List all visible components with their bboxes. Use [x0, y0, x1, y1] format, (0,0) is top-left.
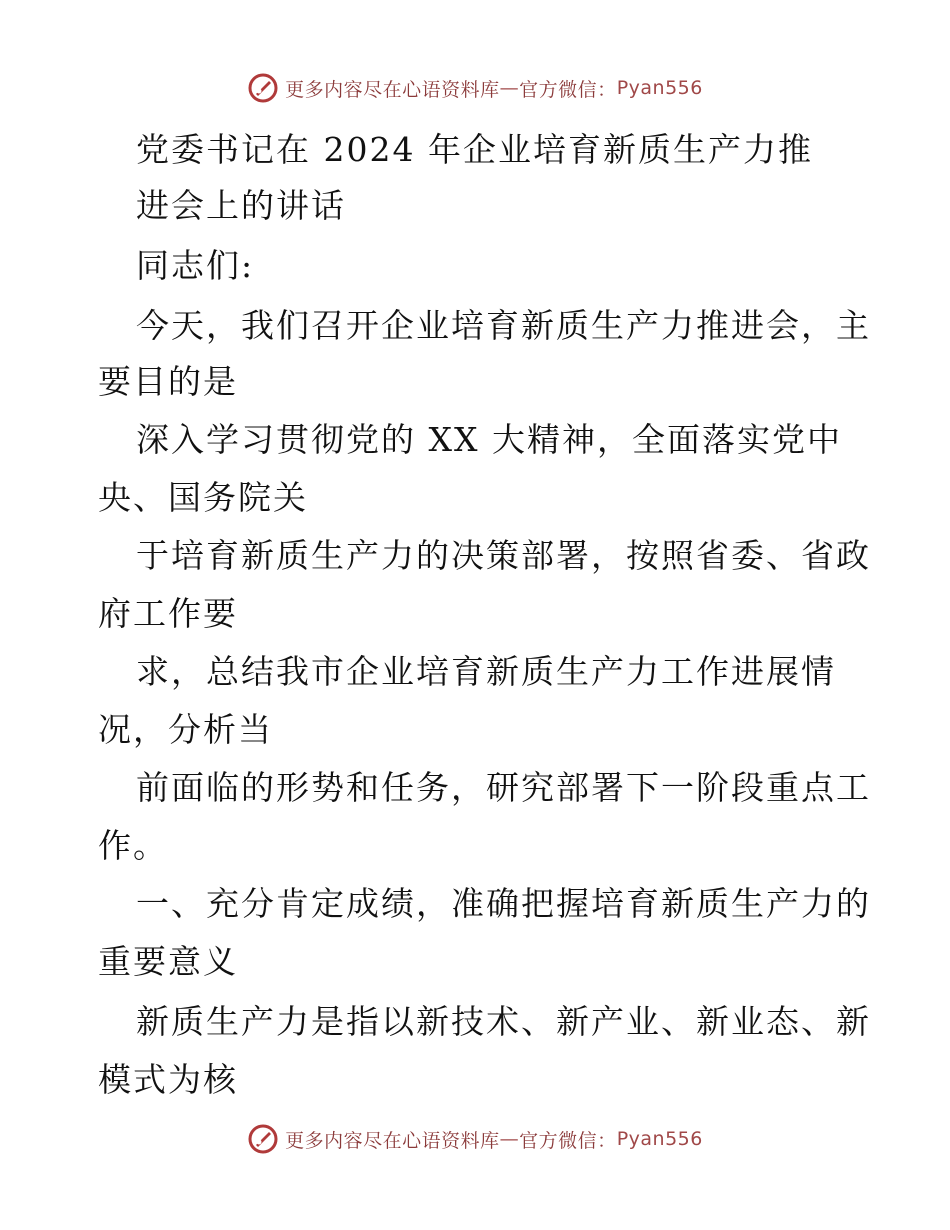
paragraph-line: 于培育新质生产力的决策部署，按照省委、省政 — [136, 536, 871, 575]
paragraph-line: 深入学习贯彻党的 XX 大精神，全面落实党中 — [136, 420, 842, 459]
watermark-separator: — — [499, 77, 520, 99]
watermark-wechat-label: 官方微信： — [519, 1129, 617, 1152]
section-heading-line: 重要意义 — [98, 942, 238, 981]
watermark-brand: 更多内容尽在心语资料库 — [285, 78, 500, 101]
paragraph-line: 况，分析当 — [98, 710, 273, 749]
title-line-2: 进会上的讲话 — [136, 186, 346, 225]
paragraph-line: 府工作要 — [98, 594, 238, 633]
watermark-separator: — — [499, 1128, 520, 1150]
watermark-wechat-label: 官方微信： — [519, 78, 617, 101]
paragraph-line: 前面临的形势和任务，研究部署下一阶段重点工 — [136, 768, 871, 807]
paragraph-line: 模式为核 — [98, 1060, 238, 1099]
paragraph-line: 今天，我们召开企业培育新质生产力推进会，主 — [136, 306, 871, 345]
paragraph-line: 央、国务院关 — [98, 478, 308, 517]
brush-pen-seal-icon — [247, 1123, 279, 1155]
title-line-1: 党委书记在 2024 年企业培育新质生产力推 — [136, 130, 813, 169]
salutation: 同志们: — [136, 246, 255, 285]
watermark-brand: 更多内容尽在心语资料库 — [285, 1129, 500, 1152]
header-watermark — [0, 72, 950, 104]
section-heading-line: 一、充分肯定成绩，准确把握培育新质生产力的 — [136, 884, 871, 923]
paragraph-line: 要目的是 — [98, 362, 238, 401]
paragraph-line: 求，总结我市企业培育新质生产力工作进展情 — [136, 652, 836, 691]
watermark-wechat-id: Pyan556 — [616, 1128, 703, 1150]
paragraph-line: 作。 — [98, 826, 168, 865]
watermark-wechat-id: Pyan556 — [616, 77, 703, 99]
footer-watermark — [0, 1123, 950, 1155]
paragraph-line: 新质生产力是指以新技术、新产业、新业态、新 — [136, 1002, 871, 1041]
brush-pen-seal-icon — [247, 72, 279, 104]
